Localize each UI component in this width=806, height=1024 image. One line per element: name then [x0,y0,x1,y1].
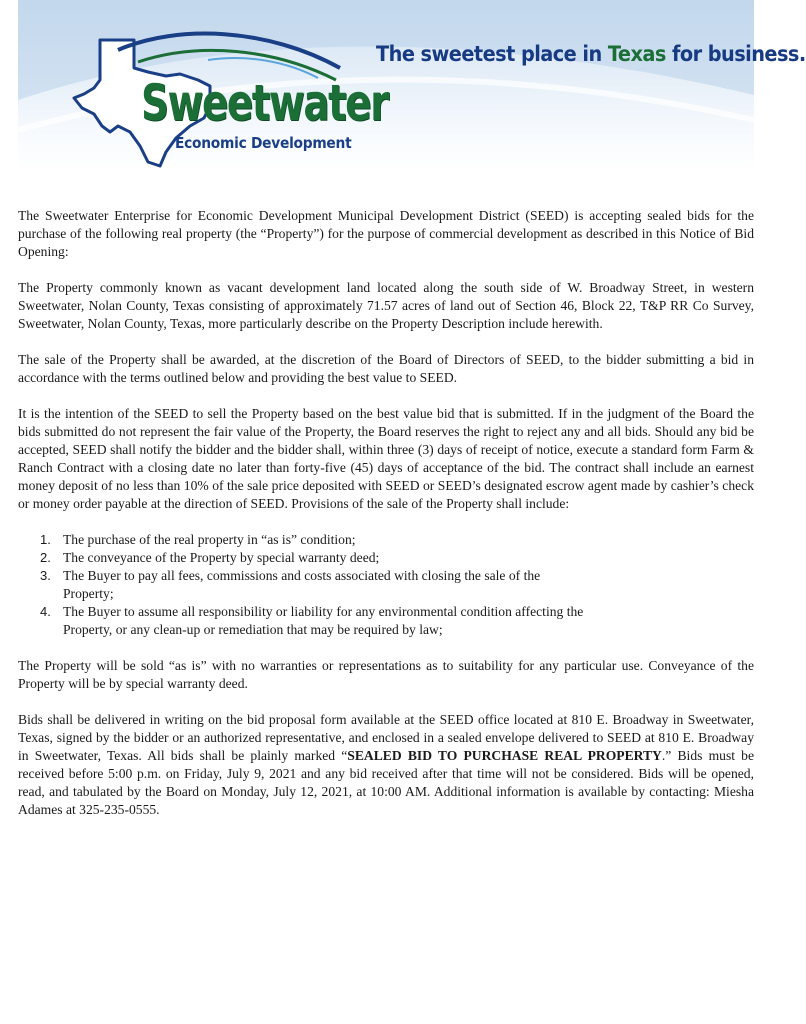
as-is-paragraph: The Property will be sold “as is” with no warranties or representations as to suitability for any particular use. Conveyance of the Property will be by special warranty deed. [18,658,754,691]
provisions-list [18,531,754,639]
list-number: 1. [40,532,51,547]
property-paragraph: The Property commonly known as vacant development land located along the south side of W. Broadway Street, in western Sweetwater, Nolan County, Texas consisting of approximately 71.57 acres of land out of Section 46, Block 22, T&P RR Co Survey, Sweetwater, Nolan County, Texas, more particularly describe on the Property Description include herewith. [18,280,754,331]
list-text: The conveyance of the Property by special warranty deed; [63,550,380,565]
list-text: The Buyer to assume all responsibility or liability for any environmental condition affecting the Property, or any clean-up or remediation that may be required by law; [63,604,584,637]
list-item [18,603,591,639]
bid-text: Bids shall be delivered in writing on the bid proposal form available at the SEED office located at 810 E. Broadway in Sweetwater, Texas, signed by the bidder or an authorized representative, and enclosed in a sealed envelope delivered to SEED at 810 E. Broadway in Sweetwater, Texas. All bids shall be plainly marked “ [18,712,754,763]
tagline-highlight: Texas [607,42,666,66]
bid-text: .” Bids must be received before 5:00 p.m. on Friday, July 9, 2021 and any bid received after that time will not be considered. Bids will be opened, read, and tabulated by the Board on Monday, July 12, 2021, at 10:00 AM. Additional information is available by contacting: Miesha Adames at 325-235-0555. [18,748,755,817]
list-item [18,567,591,603]
award-paragraph: The sale of the Property shall be awarded, at the discretion of the Board of Directors of SEED, to the bidder submitting a bid in accordance with the terms outlined below and providing the best value to SEED. [18,352,754,385]
list-item [18,531,591,549]
intention-paragraph: It is the intention of the SEED to sell the Property based on the best value bid that is submitted. If in the judgment of the Board the bids submitted do not represent the fair value of the Property, the Board reserves the right to reject any and all bids. Should any bid be accepted, SEED shall notify the bidder and the bidder shall, within three (3) days of receipt of notice, execute a standard form Farm & Ranch Contract with a closing date no later than forty-five (45) days of acceptance of the bid. The contract shall include an earnest money deposit of no less than 10% of the sale price deposited with SEED or SEED’s designated escrow agent made by cashier’s check or money order payable at the direction of SEED. Provisions of the sale of the Property shall include: [18,406,754,511]
tagline [376,42,806,66]
tagline-part: The sweetest place in [376,42,608,66]
list-text: The purchase of the real property in “as is” condition; [63,532,356,547]
list-number: 4. [40,604,51,619]
logo-wordmark: Sweetwater [141,74,388,132]
intro-paragraph: The Sweetwater Enterprise for Economic Development Municipal Development District (SEED) is accepting sealed bids for the purchase of the following real property (the “Property”) for the purpose of commercial development as described in this Notice of Bid Opening: [18,208,754,259]
notice-body [18,207,754,837]
bid-delivery-paragraph [18,711,754,819]
list-number: 3. [40,568,51,583]
letterhead-banner [18,0,806,172]
tagline-part: for business. [665,42,806,66]
list-number: 2. [40,550,51,565]
list-item [18,549,591,567]
sweetwater-logo [48,28,388,168]
sealed-bid-marking: SEALED BID TO PURCHASE REAL PROPERTY [347,748,662,763]
logo-subtitle: Economic Development [175,134,352,152]
list-text: The Buyer to pay all fees, commissions and costs associated with closing the sale of the Property; [63,568,541,601]
